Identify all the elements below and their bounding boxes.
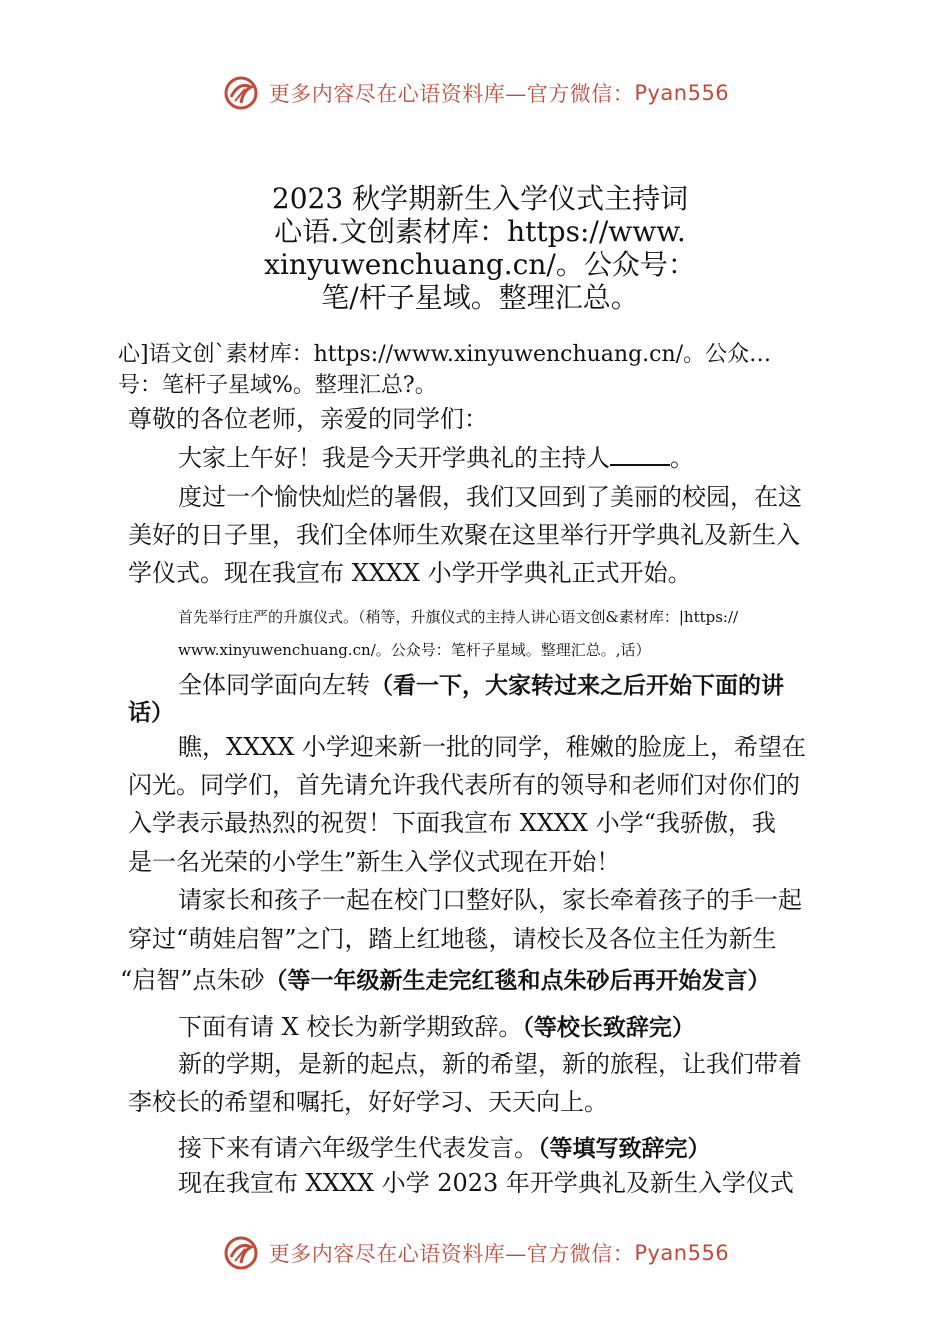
body-line [178,1007,838,1042]
swirl-logo-icon [221,1233,261,1273]
stage-direction: 话） [128,700,174,726]
body-line: 心]语文创`素材库：https://www.xinyuwenchuang.cn/。公众… [118,342,772,367]
title-line: 2023 秋学期新生入学仪式主持词 [271,182,689,215]
banner-text: 更多内容尽在心语资料库—官方微信： [268,82,635,106]
body-line-small: www.xinyuwenchuang.cn/。公众号：笔杆子星域。整理汇总。,话） [178,641,651,659]
body-line: 李校长的希望和嘱托，好好学习、天天向上。 [128,1088,608,1116]
body-text: 。 [670,444,694,472]
body-line: 现在我宣布 XXXX 小学 2023 年开学典礼及新生入学仪式 [178,1169,794,1197]
body-line: 度过一个愉快灿烂的暑假，我们又回到了美丽的校园，在这 [178,483,802,511]
host-name-blank [610,442,670,466]
salutation: 尊敬的各位老师，亲爱的同学们： [128,405,488,433]
body-line: 美好的日子里，我们全体师生欢聚在这里举行开学典礼及新生入 [128,521,800,549]
stage-direction: （等校长致辞完） [522,1015,695,1041]
banner-wechat: Pyan556 [634,1241,730,1265]
body-text: “启智”点朱砂 [120,966,265,994]
body-line: 瞧，XXXX 小学迎来新一批的同学，稚嫩的脸庞上，希望在 [178,733,806,761]
body-line: 入学表示最热烈的祝贺！下面我宣布 XXXX 小学“我骄傲，我 [128,809,776,837]
title-line: 笔/杆子星域。整理汇总。 [321,281,639,314]
body-line [120,960,830,995]
body-line: 学仪式。现在我宣布 XXXX 小学开学典礼正式开始。 [128,559,692,587]
body-line [178,1128,838,1163]
body-line-small: 首先举行庄严的升旗仪式。（稍等，升旗仪式的主持人讲心语文创&素材库：|https:// [178,608,739,626]
footer-banner [0,1228,950,1278]
title-line: xinyuwenchuang.cn/。公众号： [264,248,696,281]
body-line: 新的学期，是新的起点，新的希望，新的旅程，让我们带着 [178,1050,802,1078]
body-line: 穿过“萌娃启智”之门，踏上红地毯，请校长及各位主任为新生 [128,925,777,953]
title-line: 心语.文创素材库：https://www. [274,215,686,248]
body-line [178,438,838,473]
body-text: 大家上午好！我是今天开学典礼的主持人 [178,444,610,472]
body-text: 下面有请 X 校长为新学期致辞。 [178,1013,523,1041]
stage-direction: （等一年级新生走完红毯和点朱砂后再开始发言） [264,968,771,994]
body-line: 闪光。同学们，首先请允许我代表所有的领导和老师们对你们的 [128,771,800,799]
body-line: 号：笔杆子星域%。整理汇总?。 [118,373,437,398]
header-banner [0,68,950,118]
stage-direction: （等填写致辞完） [538,1136,711,1162]
banner-wechat: Pyan556 [634,81,730,105]
banner-text: 更多内容尽在心语资料库—官方微信： [268,1242,635,1266]
stage-direction: （看一下，大家转过来之后开始下面的讲 [370,673,784,699]
document-title [120,182,840,314]
body-line: 是一名光荣的小学生”新生入学仪式现在开始！ [128,848,621,876]
swirl-logo-icon [221,73,261,113]
body-text: 接下来有请六年级学生代表发言。 [178,1134,538,1162]
body-text: 全体同学面向左转 [178,671,370,699]
body-line: 请家长和孩子一起在校门口整好队，家长牵着孩子的手一起 [178,886,802,914]
